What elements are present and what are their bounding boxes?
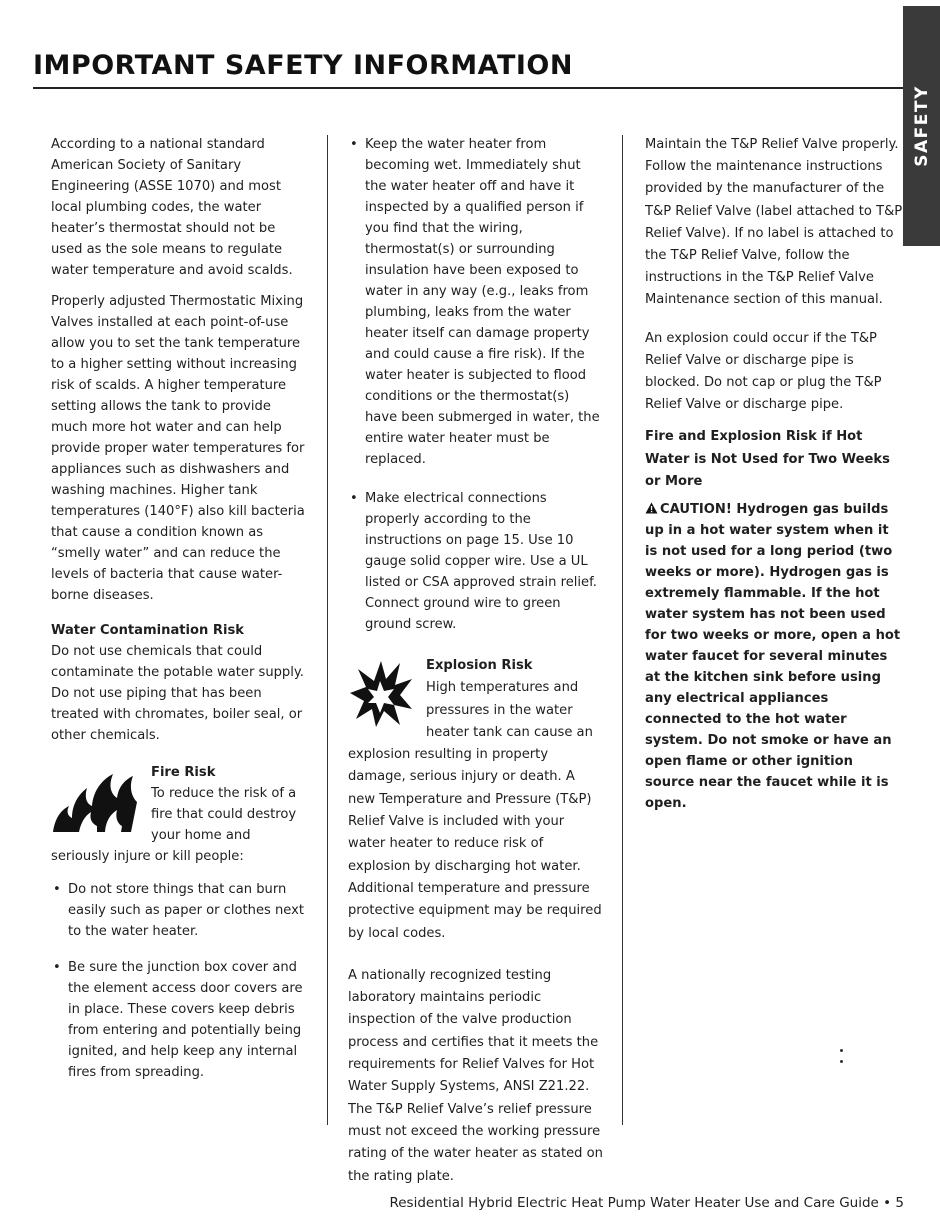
column-right <box>645 134 905 824</box>
caution-text: CAUTION! Hydrogen gas builds up in a hot water system when it is not used for a long period (two weeks or more). Hydrogen gas is extremely flammable. If the hot water system has not been used for two weeks or more, open a hot water faucet for several minutes at the kitchen sink before using any electrical appliances connected to the hot water system. Do not smoke or have an open flame or other ignition source near the faucet while it is open. <box>645 502 901 812</box>
list-item: • Keep the water heater from becoming wet. Immediately shut the water heater off and have it inspected by a qualified person if you find that the wiring, thermostat(s) or surrounding insulation have been exposed to water in any way (e.g., leaks from plumbing, leaks from the water heater itself can damage property and could cause a fire risk). If the water heater is subjected to flood conditions or the thermostat(s) have been submerged in water, the entire water heater must be replaced. <box>365 134 604 470</box>
fire-risk-list <box>51 879 309 1083</box>
list-item: • Do not store things that can burn easily such as paper or clothes next to the water heater. <box>68 879 309 942</box>
water-electrical-list <box>348 134 604 635</box>
explosion-risk-section <box>348 655 604 945</box>
explosion-risk-heading: Explosion Risk <box>426 658 533 673</box>
explosion-icon <box>348 659 414 729</box>
column-left <box>51 134 309 1098</box>
title-underline <box>33 87 905 89</box>
list-item: • Make electrical connections properly according to the instructions on page 15. Use 10 gauge solid copper wire. Use a UL listed or CSA approved strain relief. Connect ground wire to green ground screw. <box>365 488 604 635</box>
testing-lab-paragraph: A nationally recognized testing laboratory maintains periodic inspection of the valve production process and certifies that it meets the requirements for Relief Valves for Hot Water Supply Systems, ANSI Z21.22. The T&P Relief Valve’s relief pressure must not exceed the working pressure rating of the water heater as stated on the rating plate. <box>348 967 603 1184</box>
fire-risk-heading: Fire Risk <box>151 765 216 780</box>
column-divider-left <box>327 135 328 1125</box>
fire-risk-text: To reduce the risk of a fire that could destroy your home and seriously injure or kill people: <box>51 786 297 864</box>
water-contamination-heading: Water Contamination Risk <box>51 623 244 638</box>
column-middle <box>348 134 604 1198</box>
blocked-valve-paragraph: An explosion could occur if the T&P Relief Valve or discharge pipe is blocked. Do not cap or plug the T&P Relief Valve or discharge pipe. <box>645 330 882 413</box>
fire-risk-section <box>51 762 309 867</box>
page-title: IMPORTANT SAFETY INFORMATION <box>33 50 573 81</box>
hydrogen-heading: Fire and Explosion Risk if Hot Water is Not Used for Two Weeks or More <box>645 429 890 489</box>
maintain-valve-paragraph: Maintain the T&P Relief Valve properly. Follow the maintenance instructions provided by the manufacturer of the T&P Relief Valve (label attached to T&P Relief Valve). If no label is attached to the T&P Relief Valve, follow the instructions in the T&P Relief Valve Maintenance section of this manual. <box>645 137 903 308</box>
water-contamination-text: Do not use chemicals that could contaminate the potable water supply. Do not use piping that has been treated with chromates, boiler seal, or other chemicals. <box>51 644 304 743</box>
list-item: • Be sure the junction box cover and the element access door covers are in place. These covers keep debris from entering and potentially being ignited, and help keep any internal fires from spreading. <box>68 957 309 1083</box>
caution-paragraph <box>645 499 905 814</box>
fire-icon <box>51 766 139 832</box>
section-tab <box>903 6 940 246</box>
section-tab-label: SAFETY <box>911 85 932 167</box>
column-divider-right <box>622 135 623 1125</box>
scan-mark <box>840 1049 843 1052</box>
scan-mark <box>840 1060 843 1063</box>
water-contamination-section <box>51 620 309 746</box>
page-footer: Residential Hybrid Electric Heat Pump Water Heater Use and Care Guide • 5 <box>389 1195 904 1211</box>
thermostat-paragraph: According to a national standard American Society of Sanitary Engineering (ASSE 1070) and most local plumbing codes, the water heater’s thermostat should not be used as the sole means to regulate water temperature and avoid scalds. <box>51 137 293 278</box>
explosion-risk-text: High temperatures and pressures in the water heater tank can cause an explosion resulting in property damage, serious injury or death. A new Temperature and Pressure (T&P) Relief Valve is included with your water heater to reduce risk of explosion by discharging hot water. Additional temperature and pressure protective equipment may be required by local codes. <box>348 680 602 941</box>
mixing-valve-paragraph: Properly adjusted Thermostatic Mixing Valves installed at each point-of-use allow you to set the tank temperature to a higher setting without increasing risk of scalds. A higher temperature setting allows the tank to provide much more hot water and can help provide proper water temperatures for appliances such as dishwashers and washing machines. Higher tank temperatures (140°F) also kill bacteria that cause a condition known as “smelly water” and can reduce the levels of bacteria that cause water-borne diseases. <box>51 294 305 603</box>
warning-icon <box>645 502 658 514</box>
